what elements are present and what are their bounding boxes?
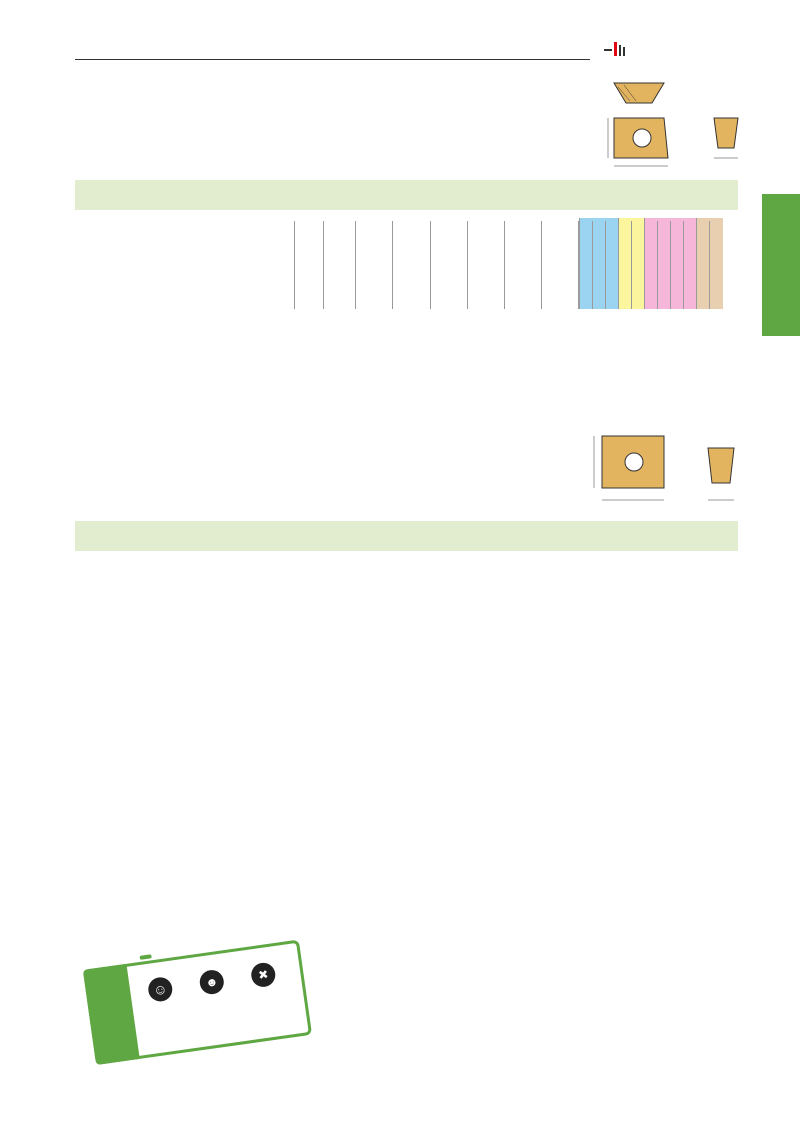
grade-header (671, 221, 684, 309)
inserts-table-ldmt (75, 218, 723, 309)
header-image (75, 221, 164, 309)
grade-header (684, 221, 697, 309)
grade-header (710, 221, 723, 309)
header-row-columns (75, 221, 723, 309)
grade-header (644, 221, 657, 309)
good-face-icon: ☺ (147, 976, 174, 1003)
header-designation (164, 221, 295, 309)
bad-face-icon: ✖ (250, 961, 277, 988)
header-alpha (467, 221, 504, 309)
grade-header (697, 221, 710, 309)
section1-band (75, 180, 738, 210)
header-b (541, 221, 578, 309)
grade-header (579, 221, 592, 309)
grade-header (592, 221, 605, 309)
logo-bars-icon (604, 42, 632, 56)
header-edges (323, 221, 356, 309)
header-tolerance (295, 221, 323, 309)
header-r (504, 221, 541, 309)
side-tab[interactable] (762, 194, 800, 336)
walter-logo (604, 38, 746, 62)
header-l (393, 221, 430, 309)
section2-band (75, 521, 738, 551)
grade-header (631, 221, 644, 309)
grade-header (618, 221, 631, 309)
header-l2 (356, 221, 393, 309)
badge-title (139, 954, 151, 960)
walter-select-badge (82, 933, 315, 1071)
header-rule (75, 59, 590, 60)
grade-header (605, 221, 618, 309)
lpgw-drawing-icon (584, 418, 750, 518)
normal-face-icon: ☻ (198, 969, 225, 996)
ldmt-drawing-icon (604, 78, 750, 178)
grade-header (658, 221, 671, 309)
header-s (430, 221, 467, 309)
